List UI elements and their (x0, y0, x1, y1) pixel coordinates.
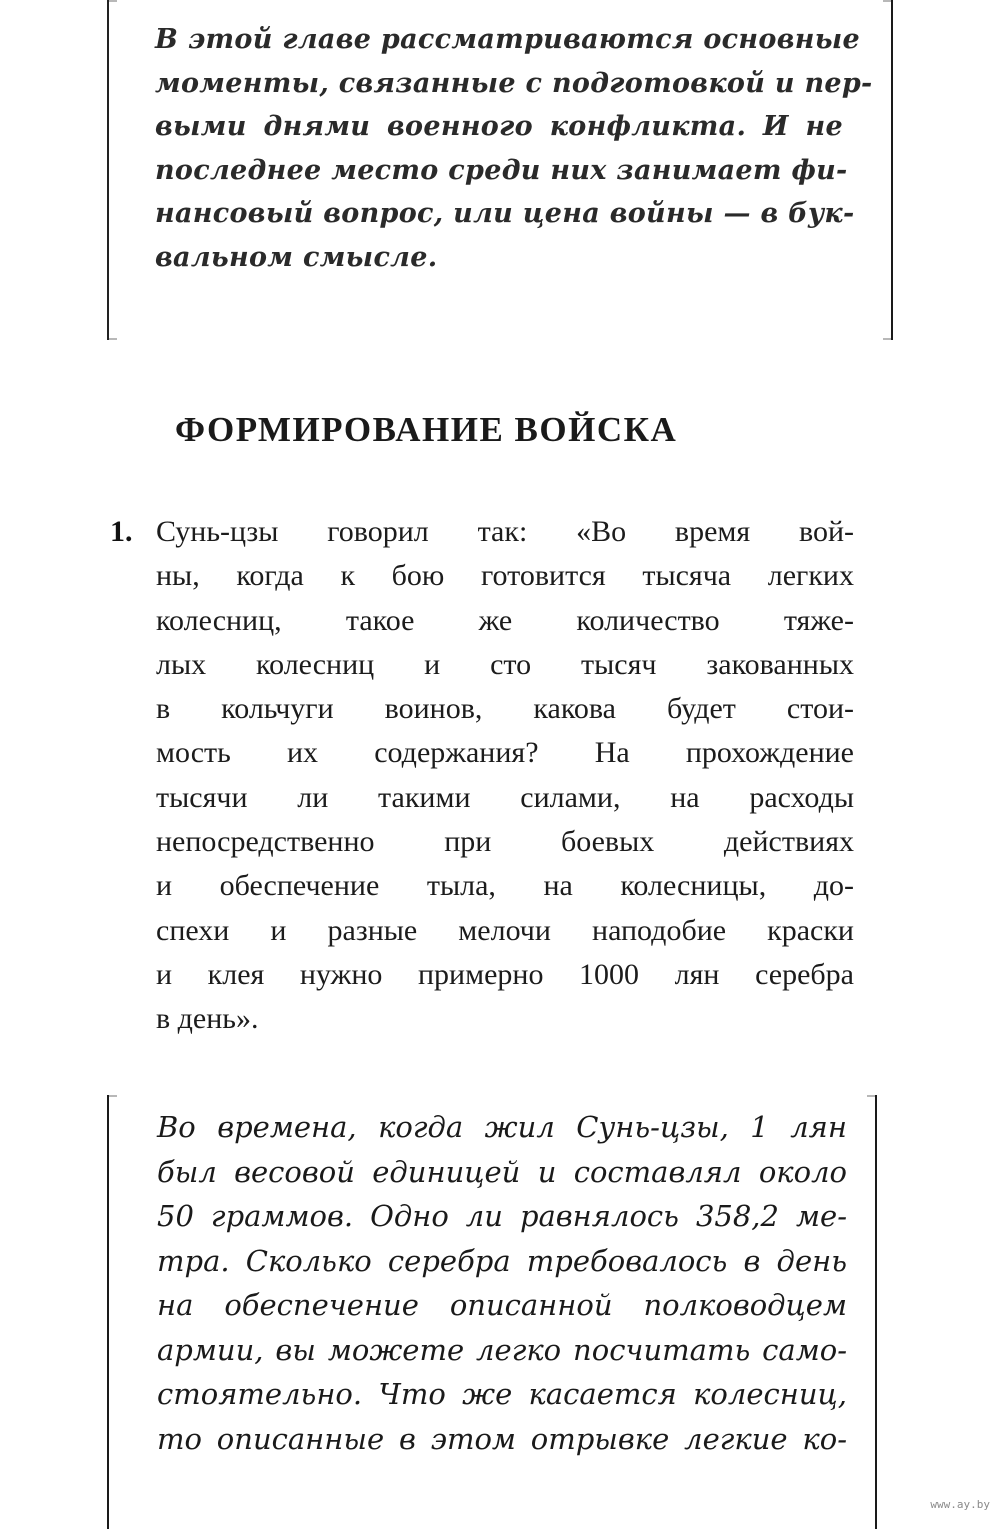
intro-note-line: моменты, связанные с подготовкой и пер- (155, 67, 873, 99)
intro-note-line: выми днями военного конфликта. И не (155, 111, 843, 142)
commentary-note-box (107, 1095, 877, 1519)
right-bracket (883, 0, 893, 340)
commentary-note-line: был весовой единицей и составлял около (157, 1154, 847, 1189)
commentary-note-line: 50 граммов. Одно ли равнялось 358,2 ме- (157, 1199, 847, 1233)
section-heading: ФОРМИРОВАНИЕ ВОЙСКА (175, 410, 678, 449)
commentary-note-line: тра. Сколько серебра требовалось в день (157, 1243, 847, 1278)
paragraph-line: и клея нужно примерно 1000 лян серебра (156, 957, 854, 991)
paragraph-line: в день». (156, 1002, 259, 1036)
left-bracket (107, 0, 117, 340)
commentary-note-line: стоятельно. Что же касается колесниц, (157, 1377, 847, 1411)
intro-note-text (155, 18, 873, 279)
paragraph-line: спехи и разные мелочи наподобие краски (156, 913, 854, 947)
paragraph-line: и обеспечение тыла, на колесницы, до- (156, 869, 854, 903)
commentary-note-line: Во времена, когда жил Сунь-цзы, 1 лян (157, 1110, 847, 1144)
paragraph-line: тысячи ли такими силами, на расходы (156, 780, 854, 814)
paragraph-line: лых колесниц и сто тысяч закованных (156, 647, 854, 681)
paragraph-line: мость их содержания? На прохождение (156, 736, 854, 770)
commentary-note-line: то описанные в этом отрывке легкие ко- (157, 1421, 847, 1456)
paragraph-line: Сунь-цзы говорил так: «Во время вой- (156, 515, 854, 548)
intro-note-line: нансовый вопрос, или цена войны — в бук- (155, 198, 855, 229)
paragraph-line: ны, когда к бою готовится тысяча легких (156, 559, 854, 593)
intro-note-line: В этой главе рассматриваются основные (155, 24, 860, 55)
paragraph-line: колесниц, такое же количество тяже- (156, 603, 854, 637)
commentary-note-line: армии, вы можете легко посчитать само- (157, 1332, 847, 1367)
commentary-note-text (157, 1105, 847, 1461)
intro-note-box (107, 0, 893, 340)
paragraph-line: в кольчуги воинов, какова будет стои- (156, 692, 854, 726)
right-bracket (867, 1095, 877, 1529)
paragraph-number: 1. (110, 515, 133, 548)
paragraph-text (156, 510, 854, 1042)
watermark: www.ay.by (930, 1498, 990, 1511)
intro-note-line: последнее место среди них занимает фи- (155, 154, 848, 186)
left-bracket (107, 1095, 117, 1529)
intro-note-line: вальном смысле. (155, 241, 438, 273)
commentary-note-line: на обеспечение описанной полководцем (157, 1288, 847, 1322)
paragraph-line: непосредственно при боевых действиях (156, 825, 854, 859)
